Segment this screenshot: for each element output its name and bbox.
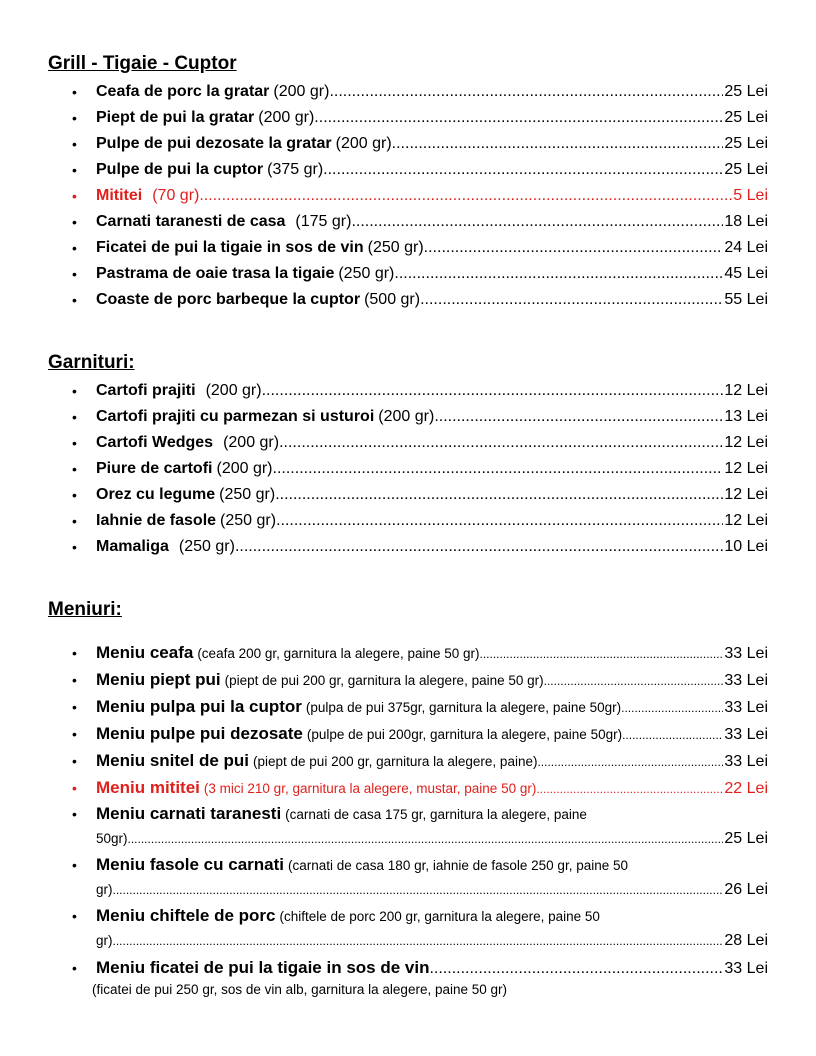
meniuri-list xyxy=(48,640,768,982)
section-title: Meniuri: xyxy=(48,599,122,620)
list-item: • Carnati taranesti de casa (175 gr) ..... 18 Lei xyxy=(48,209,768,235)
list-item: • Mamaliga (250 gr) ..... 10 Lei xyxy=(48,534,768,560)
menu-note: (ficatei de pui 250 gr, sos de vin alb, garnitura la alegere, paine 50 gr) xyxy=(92,982,508,997)
dot-leader xyxy=(276,508,723,534)
dot-leader xyxy=(420,287,723,313)
dot-leader xyxy=(314,105,723,131)
section-grill xyxy=(48,52,768,313)
list-item: • Meniu snitel de pui (piept de pui 200 gr, garnitura la alegere, paine) ..... 33 Lei xyxy=(48,748,768,775)
list-item: • Meniu pulpa pui la cuptor (pulpa de pui 375gr, garnitura la alegere, paine 50gr) ..... 33 Lei xyxy=(48,694,768,721)
grill-list xyxy=(48,79,768,313)
list-item: • Pastrama de oaie trasa la tigaie (250 gr) ..... 45 Lei xyxy=(48,261,768,287)
price: 13 Lei xyxy=(724,408,768,425)
dot-leader xyxy=(392,131,724,157)
price: 33 Lei xyxy=(724,699,768,716)
price: 45 Lei xyxy=(724,265,768,282)
price: 26 Lei xyxy=(724,881,768,898)
dot-leader xyxy=(113,929,724,953)
dot-leader xyxy=(536,776,723,802)
section-garnituri xyxy=(48,351,768,560)
list-item: • Pulpe de pui la cuptor (375 gr) ..... 25 Lei xyxy=(48,157,768,183)
dot-leader xyxy=(394,261,723,287)
price: 33 Lei xyxy=(724,645,768,662)
list-item: • Cartofi prajiti cu parmezan si usturoi (200 gr) ..... 13 Lei xyxy=(48,404,768,430)
dot-leader xyxy=(262,378,724,404)
dot-leader xyxy=(235,534,723,560)
list-item: • Coaste de porc barbeque la cuptor (500 gr) ..... 55 Lei xyxy=(48,287,768,313)
list-item: • Meniu ceafa (ceafa 200 gr, garnitura la alegere, paine 50 gr) ..... 33 Lei xyxy=(48,640,768,667)
dot-leader xyxy=(424,235,724,261)
list-item: • Meniu pulpe pui dezosate (pulpe de pui 200gr, garnitura la alegere, paine 50gr) ..... 33 Lei xyxy=(48,721,768,748)
list-item: • Meniu piept pui (piept de pui 200 gr, garnitura la alegere, paine 50 gr) ..... 33 Lei xyxy=(48,667,768,694)
dot-leader xyxy=(351,209,723,235)
dot-leader xyxy=(429,956,723,982)
price: 12 Lei xyxy=(724,434,768,451)
price: 25 Lei xyxy=(724,109,768,126)
list-item: • Piept de pui la gratar (200 gr) ..... 25 Lei xyxy=(48,105,768,131)
price: 33 Lei xyxy=(724,726,768,743)
list-item: • Meniu carnati taranesti (carnati de casa 175 gr, garnitura la alegere, paine 50gr) ..... 25 Lei xyxy=(48,802,768,851)
price: 18 Lei xyxy=(724,213,768,230)
price: 25 Lei xyxy=(724,161,768,178)
price: 12 Lei xyxy=(724,486,768,503)
garnituri-list xyxy=(48,378,768,560)
dot-leader xyxy=(480,641,724,667)
price: 25 Lei xyxy=(724,830,768,847)
price: 33 Lei xyxy=(724,753,768,770)
list-item: • Cartofi Wedges (200 gr) ..... 12 Lei xyxy=(48,430,768,456)
list-item: • Meniu fasole cu carnati (carnati de casa 180 gr, iahnie de fasole 250 gr, paine 50 gr) ..... 26 Lei xyxy=(48,853,768,902)
dot-leader xyxy=(323,157,723,183)
price: 12 Lei xyxy=(724,460,768,477)
dot-leader xyxy=(621,695,723,721)
dot-leader xyxy=(113,878,724,902)
list-item: • Orez cu legume (250 gr) ..... 12 Lei xyxy=(48,482,768,508)
price: 12 Lei xyxy=(724,382,768,399)
price: 33 Lei xyxy=(724,960,768,977)
dot-leader xyxy=(128,827,724,851)
dot-leader xyxy=(329,79,723,105)
price: 5 Lei xyxy=(733,187,768,204)
dot-leader xyxy=(544,668,724,694)
dot-leader xyxy=(279,430,723,456)
list-item-highlight: • Mititei (70 gr) ..... 5 Lei xyxy=(48,183,768,209)
price: 12 Lei xyxy=(724,512,768,529)
dot-leader xyxy=(199,183,732,209)
list-item: • Iahnie de fasole (250 gr) ..... 12 Lei xyxy=(48,508,768,534)
price: 28 Lei xyxy=(724,932,768,949)
dot-leader xyxy=(273,456,724,482)
dot-leader xyxy=(275,482,723,508)
price: 22 Lei xyxy=(724,780,768,797)
section-title: Garnituri: xyxy=(48,352,135,373)
list-item-highlight: • Meniu mititei (3 mici 210 gr, garnitura la alegere, mustar, paine 50 gr) ..... 22 Lei xyxy=(48,775,768,802)
price: 10 Lei xyxy=(724,538,768,555)
list-item: • Piure de cartofi (200 gr) ..... 12 Lei xyxy=(48,456,768,482)
dot-leader xyxy=(434,404,723,430)
list-item: • Meniu chiftele de porc (chiftele de porc 200 gr, garnitura la alegere, paine 50 gr) ..... 28 Lei xyxy=(48,904,768,953)
price: 25 Lei xyxy=(724,83,768,100)
price: 33 Lei xyxy=(724,672,768,689)
dot-leader xyxy=(622,722,723,748)
price: 24 Lei xyxy=(724,239,768,256)
list-item: • Ficatei de pui la tigaie in sos de vin (250 gr) ..... 24 Lei xyxy=(48,235,768,261)
list-item: • Ceafa de porc la gratar (200 gr) ..... 25 Lei xyxy=(48,79,768,105)
dot-leader xyxy=(537,749,723,775)
list-item: • Meniu ficatei de pui la tigaie in sos de vin ..... 33 Lei xyxy=(48,955,768,982)
price: 25 Lei xyxy=(724,135,768,152)
section-meniuri xyxy=(48,598,768,1000)
list-item: • Pulpe de pui dezosate la gratar (200 gr) ..... 25 Lei xyxy=(48,131,768,157)
price: 55 Lei xyxy=(724,291,768,308)
section-title: Grill - Tigaie - Cuptor xyxy=(48,53,237,74)
list-item: • Cartofi prajiti (200 gr) ..... 12 Lei xyxy=(48,378,768,404)
